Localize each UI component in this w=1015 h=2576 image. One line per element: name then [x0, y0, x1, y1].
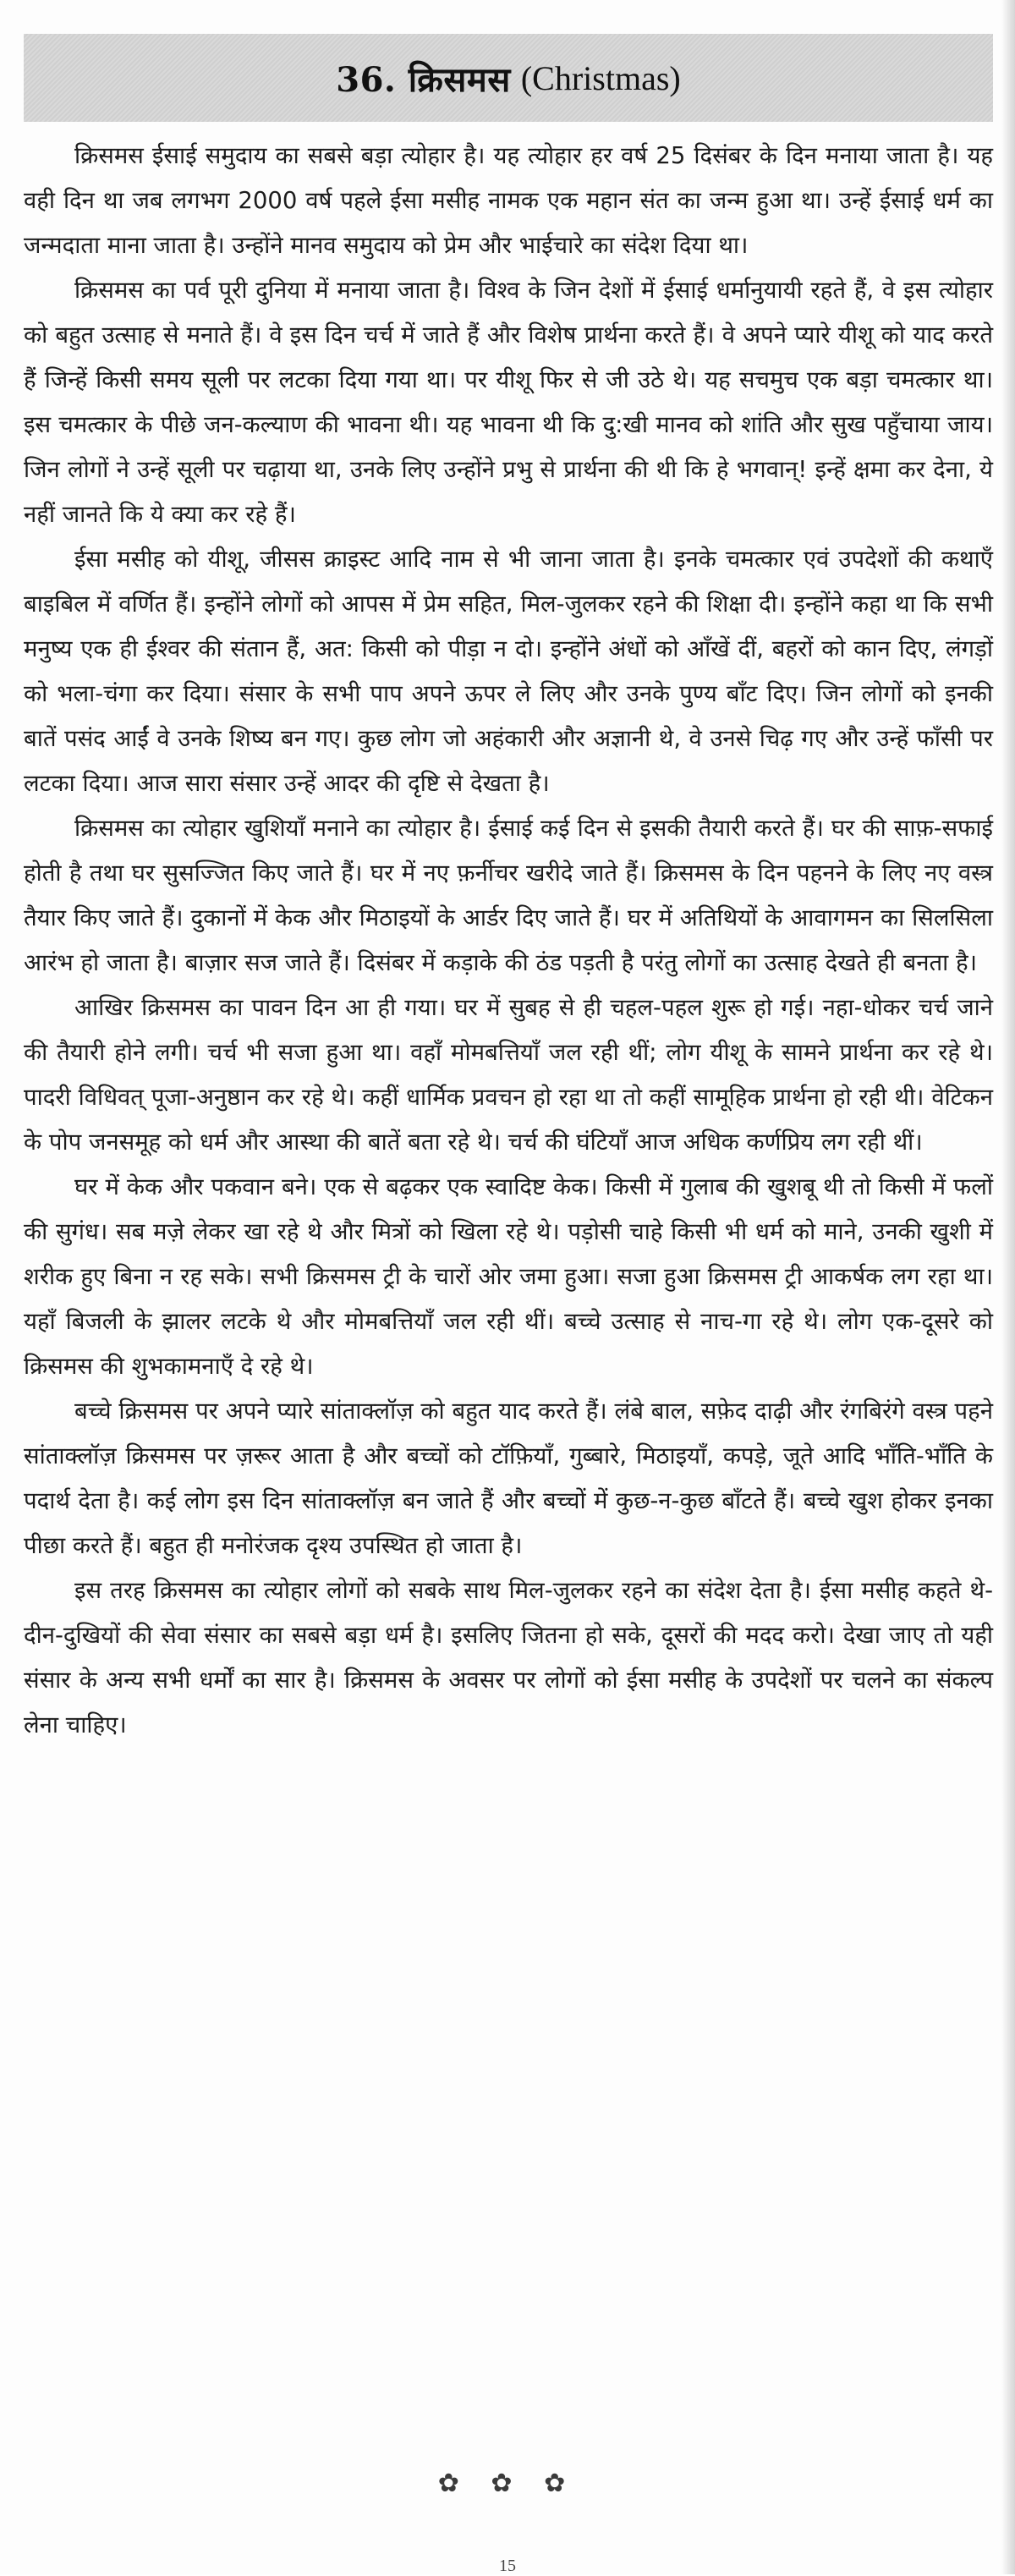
essay-body [24, 134, 993, 1748]
paragraph-christmas-day: आखिर क्रिसमस का पावन दिन आ ही गया। घर में सुबह से ही चहल-पहल शुरू हो गई। नहा-धोकर चर्च जाने की तैयारी होने लगी। चर्च भी सजा हुआ था। वहाँ मोमबत्तियाँ जल रही थीं; लोग यीशू के सामने प्रार्थना कर रहे थे। पादरी विधिवत् पूजा-अनुष्ठान कर रहे थे। कहीं धार्मिक प्रवचन हो रहा था तो कहीं सामूहिक प्रार्थना हो रही थी। वेटिकन के पोप जनसमूह को धर्म और आस्था की बातें बता रहे थे। चर्च की घंटियाँ आज अधिक कर्णप्रिय लग रही थीं। [24, 994, 993, 1156]
title-banner [24, 34, 993, 122]
paragraph-celebration-worldwide: क्रिसमस का पर्व पूरी दुनिया में मनाया जाता है। विश्व के जिन देशों में ईसाई धर्मानुयायी रहते हैं, वे इस त्योहार को बहुत उत्साह से मनाते हैं। वे इस दिन चर्च में जाते हैं और विशेष प्रार्थना करते हैं। वे अपने प्यारे यीशू को याद करते हैं जिन्हें किसी समय सूली पर लटका दिया गया था। पर यीशू फिर से जी उठे थे। यह सचमुच एक बड़ा चमत्कार था। इस चमत्कार के पीछे जन-कल्याण की भावना थी। यह भावना थी कि दु:खी मानव को शांति और सुख पहुँचाया जाय। जिन लोगों ने उन्हें सूली पर चढ़ाया था, उनके लिए उन्होंने प्रभु से प्रार्थना की थी कि हे भगवान्! इन्हें क्षमा कर देना, ये नहीं जानते कि ये क्या कर रहे हैं। [24, 277, 993, 528]
page-title: 36. क्रिसमस [336, 59, 511, 100]
paragraph-intro: क्रिसमस ईसाई समुदाय का सबसे बड़ा त्योहार है। यह त्योहार हर वर्ष 25 दिसंबर के दिन मनाया जाता है। यह वही दिन था जब लगभग 2000 वर्ष पहले ईसा मसीह नामक एक महान संत का जन्म हुआ था। उन्हें ईसाई धर्म का जन्मदाता माना जाता है। उन्होंने मानव समुदाय को प्रेम और भाईचारे का संदेश दिया था। [24, 142, 993, 259]
page-number: 15 [499, 2557, 516, 2575]
paragraph-santa-claus: बच्चे क्रिसमस पर अपने प्यारे सांताक्लॉज़ को बहुत याद करते हैं। लंबे बाल, सफ़ेद दाढ़ी और रंगबिरंगे वस्त्र पहने सांताक्लॉज़ क्रिसमस पर ज़रूर आता है और बच्चों को टॉफ़ियाँ, गुब्बारे, मिठाइयाँ, कपड़े, जूते आदि भाँति-भाँति के पदार्थ देता है। कई लोग इस दिन सांताक्लॉज़ बन जाते हैं और बच्चों में कुछ-न-कुछ बाँटते हैं। बच्चे खुश होकर इनका पीछा करते हैं। बहुत ही मनोरंजक दृश्य उपस्थित हो जाता है। [24, 1398, 993, 1559]
paragraph-jesus-teachings: ईसा मसीह को यीशू, जीसस क्राइस्ट आदि नाम से भी जाना जाता है। इनके चमत्कार एवं उपदेशों की कथाएँ बाइबिल में वर्णित हैं। इन्होंने लोगों को आपस में प्रेम सहित, मिल-जुलकर रहने की शिक्षा दी। इन्होंने कहा था कि सभी मनुष्य एक ही ईश्वर की संतान हैं, अत: किसी को पीड़ा न दो। इन्होंने अंधों को आँखें दीं, बहरों को कान दिए, लंगड़ों को भला-चंगा कर दिया। संसार के सभी पाप अपने ऊपर ले लिए और उनके पुण्य बाँट दिए। जिन लोगों को इनकी बातें पसंद आईं वे उनके शिष्य बन गए। कुछ लोग जो अहंकारी और अज्ञानी थे, वे उनसे चिढ़ गए और उन्हें फाँसी पर लटका दिया। आज सारा संसार उन्हें आदर की दृष्टि से देखता है। [24, 546, 993, 797]
paragraph-preparations: क्रिसमस का त्योहार खुशियाँ मनाने का त्योहार है। ईसाई कई दिन से इसकी तैयारी करते हैं। घर की साफ़-सफाई होती है तथा घर सुसज्जित किए जाते हैं। घर में नए फ़र्नीचर खरीदे जाते हैं। क्रिसमस के दिन पहनने के लिए नए वस्त्र तैयार किए जाते हैं। दुकानों में केक और मिठाइयों के आर्डर दिए जाते हैं। घर में अतिथियों के आवागमन का सिलसिला आरंभ हो जाता है। बाज़ार सज जाते हैं। दिसंबर में कड़ाके की ठंड पड़ती है परंतु लोगों का उत्साह देखते ही बनता है। [24, 815, 993, 976]
page-title-english: (Christmas) [520, 58, 681, 97]
flower-ornament-icon: ✿ ✿ ✿ [437, 2469, 578, 2498]
paragraph-conclusion: इस तरह क्रिसमस का त्योहार लोगों को सबके साथ मिल-जुलकर रहने का संदेश देता है। ईसा मसीह कहते थे-दीन-दुखियों की सेवा संसार का सबसे बड़ा धर्म है। इसलिए जितना हो सके, दूसरों की मदद करो। देखा जाए तो यही संसार के अन्य सभी धर्मों का सार है। क्रिसमस के अवसर पर लोगों को ईसा मसीह के उपदेशों पर चलने का संकल्प लेना चाहिए। [24, 1577, 993, 1738]
page-edge-shadow [1001, 0, 1015, 2574]
paragraph-cakes-and-tree: घर में केक और पकवान बने। एक से बढ़कर एक स्वादिष्ट केक। किसी में गुलाब की खुशबू थी तो किसी में फलों की सुगंध। सब मज़े लेकर खा रहे थे और मित्रों को खिला रहे थे। पड़ोसी चाहे किसी भी धर्म को माने, उनकी खुशी में शरीक हुए बिना न रह सके। सभी क्रिसमस ट्री के चारों ओर जमा हुआ। सजा हुआ क्रिसमस ट्री आकर्षक लग रहा था। यहाँ बिजली के झालर लटके थे और मोमबत्तियाँ जल रही थीं। बच्चे उत्साह से नाच-गा रहे थे। लोग एक-दूसरे को क्रिसमस की शुभकामनाएँ दे रहे थे। [24, 1173, 993, 1380]
